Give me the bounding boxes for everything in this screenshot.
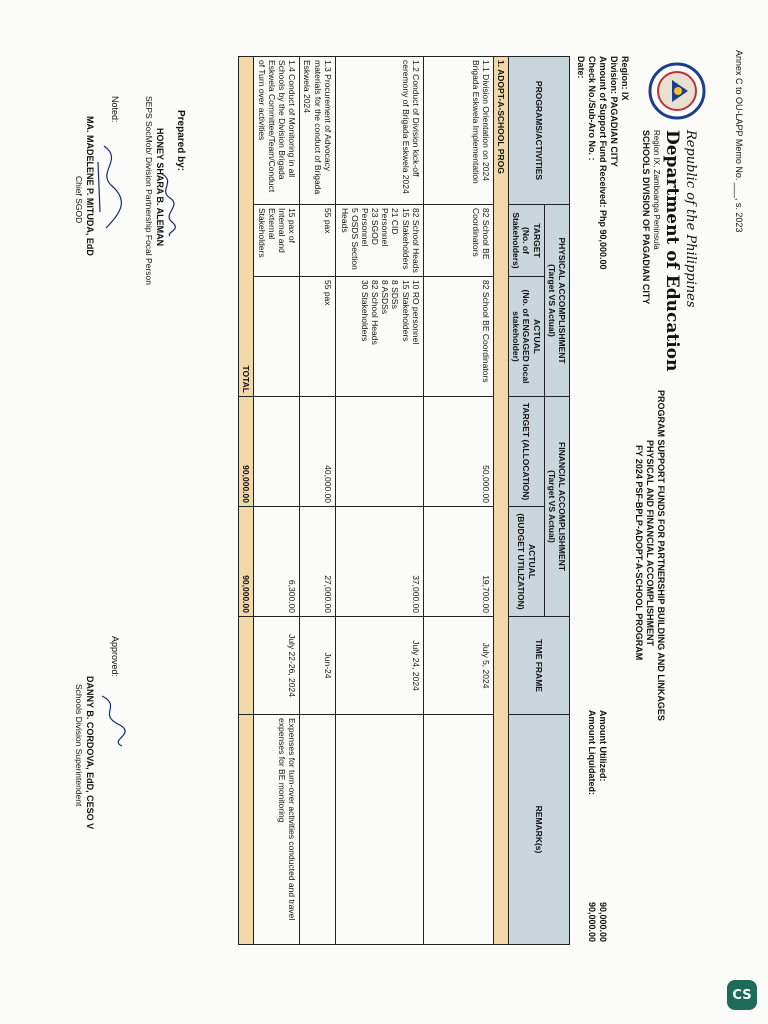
title-line-1: PROGRAM SUPPORT FUNDS FOR PARTNERSHIP BUILDING AND LINKAGES [656, 390, 666, 721]
remarks-cell: Expenses for turn-over activities conducted and travel expenses for BE monitoring [254, 715, 300, 945]
accomplishment-table [238, 56, 570, 945]
header-programs: PROGRAMS/ACTIVITIES [509, 57, 570, 205]
title-line-3: FY 2024 PSF-BPLP-ADOPT-A-SCHOOL PROGRAM [634, 445, 644, 661]
division-line: SCHOOLS DIVISION OF PAGADIAN CITY [641, 130, 651, 305]
amount-liquidated-label: Amount Liquidated: [587, 710, 597, 795]
total-empty-cell [239, 715, 254, 945]
camscanner-badge-icon: CS [727, 980, 757, 1010]
target-financial-cell [335, 397, 423, 507]
actual-physical-cell: 55 pax [300, 277, 336, 397]
program-cell: 1.3 Procurement of Advocacy materials for the conduct of Brigada Eskwela 2024 [300, 57, 336, 205]
time-frame-cell: Jun-24 [300, 617, 336, 715]
title-line-2: PHYSICAL AND FINANCIAL ACCOMPLISHMENT [645, 440, 655, 647]
section-row: 1. ADOPT-A-SCHOOL PROG [493, 57, 508, 945]
signature-madelene [92, 142, 126, 232]
amount-utilized-value: 90,000.00 [598, 902, 608, 943]
amount-liquidated-value: 90,000.00 [587, 902, 597, 943]
prepared-by-label: Prepared by: [175, 110, 186, 172]
target-physical-cell: 82 School Heads 15 Stakeholders 21 CID Personnel 23 SGOD Personnel 5 OSDS Section Heads [335, 205, 423, 277]
remarks-cell [300, 715, 336, 945]
target-physical-cell: 55 pax [300, 205, 336, 277]
deped-seal-icon [648, 62, 706, 120]
table-row [300, 57, 336, 945]
actual-financial-cell: 19,700.00 [423, 507, 493, 617]
actual-physical-cell [254, 277, 300, 397]
total-row [239, 57, 254, 945]
remarks-cell [423, 715, 493, 945]
meta-check-no: Check No./Sub-Aro No. : [587, 56, 597, 161]
time-frame-cell: July 22-26, 2024 [254, 617, 300, 715]
header-financial [544, 397, 569, 617]
meta-division: Division: PAGADIAN CITY [609, 56, 619, 167]
actual-physical-cell: 82 School BE Coordinators [423, 277, 493, 397]
header-actual-financial: ACTUAL (BUDGET UTILIZATION) [509, 507, 545, 617]
actual-physical-cell: 10 RO personnel 15 Stakeholders 8 SDSs 8 ASDSs 82 School Heads 30 Stakeholders [335, 277, 423, 397]
prepared-name: HONEY SHARA B. ALEMAN [155, 128, 165, 247]
header-physical-sub: (Target VS Actual) [546, 264, 557, 337]
meta-date: Date: [576, 56, 586, 79]
header-physical [544, 205, 569, 397]
region-line: Region IX, Zamboanga Peninsula [652, 130, 661, 250]
actual-financial-cell: 27,000.00 [300, 507, 336, 617]
actual-financial-cell: 6,300.00 [254, 507, 300, 617]
program-cell: 1.1 Division Orientation on 2024 Brigada Eskwela Implementation [423, 57, 493, 205]
table-row [423, 57, 493, 945]
total-actual: 90,000.00 [239, 507, 254, 617]
prepared-role: SEPS SocMob/ Division Partnership Focal Person [144, 96, 154, 285]
table-row [254, 57, 300, 945]
annex-reference: Annex C to OU-LAPP Memo No. ___, s. 2023 [734, 50, 744, 233]
header-actual-physical: ACTUAL (No. of ENGAGED local stakeholder) [509, 277, 545, 397]
signature-danny [94, 690, 128, 750]
program-cell: 1.2 Conduct of Division kick-off ceremony of Brigada Eskwela 2024 [335, 57, 423, 205]
total-empty-cell [239, 617, 254, 715]
header-target-physical: TARGET (No. of Stakeholders) [509, 205, 545, 277]
program-cell: 1.4 Conduct of Monitoring in all Schools by the Division Brigada Eskwela Committee/Team/Conduct of Turn over activities [254, 57, 300, 205]
total-target: 90,000.00 [239, 397, 254, 507]
department-line: Department of Education [662, 130, 682, 372]
approved-name: DANNY B. CORDOVA, EdD, CESO V [85, 676, 95, 830]
approved-label: Approved: [110, 636, 120, 678]
amount-utilized-label: Amount Utilized: [598, 710, 608, 782]
header-financial-title: FINANCIAL ACCOMPLISHMENT [557, 442, 567, 571]
header-financial-sub: (Target VS Actual) [546, 470, 557, 543]
header-remarks: REMARK(s) [509, 715, 570, 945]
target-physical-cell: 82 School BE Coordinators [423, 205, 493, 277]
target-financial-cell: 40,000.00 [300, 397, 336, 507]
header-target-financial: TARGET (ALLOCATION) [509, 397, 545, 507]
actual-financial-cell: 37,000.00 [335, 507, 423, 617]
republic-line: Republic of the Philippines [683, 130, 698, 308]
noted-role: Chief SGOD [74, 176, 84, 224]
total-label: TOTAL [239, 57, 254, 397]
noted-name: MA. MADELENE P. MITUDA, EdD [85, 116, 95, 256]
noted-label: Noted: [110, 96, 120, 123]
meta-support-fund: Amount of Support Fund Received: Php 90,000.00 [598, 56, 608, 270]
target-physical-cell: 15 pax of Internal and External Stakeholders [254, 205, 300, 277]
time-frame-cell: July 5, 2024 [423, 617, 493, 715]
target-financial-cell: 50,000.00 [423, 397, 493, 507]
target-financial-cell [254, 397, 300, 507]
header-physical-title: PHYSICAL ACCOMPLISHMENT [557, 237, 567, 364]
header-time-frame: TIME FRAME [509, 617, 570, 715]
meta-region: Region: IX [620, 56, 630, 101]
time-frame-cell: July 24, 2024 [335, 617, 423, 715]
table-row [335, 57, 423, 945]
remarks-cell [335, 715, 423, 945]
approved-role: Schools Division Superintendent [74, 684, 84, 807]
